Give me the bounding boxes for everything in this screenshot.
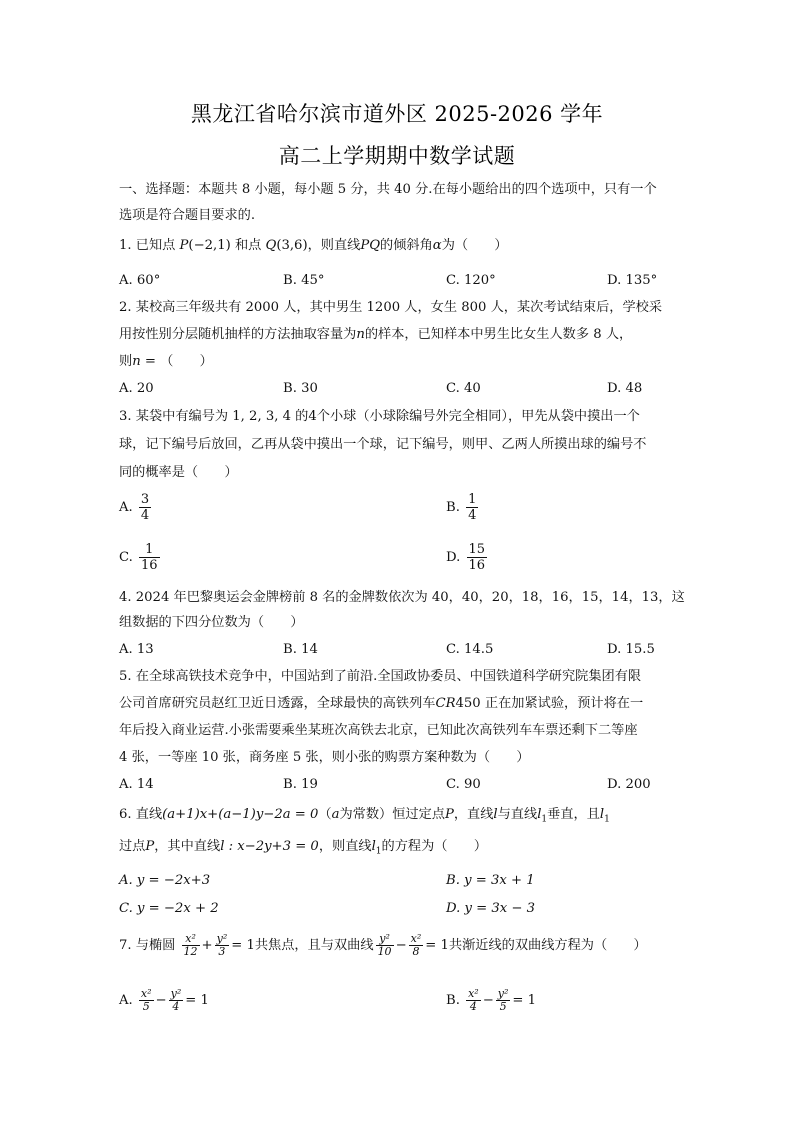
q2-var-n: n bbox=[356, 327, 365, 342]
q6-line-l1: l bbox=[537, 807, 542, 822]
q4-option-b: B. 14 bbox=[283, 642, 318, 657]
q7-ellipse-y-term bbox=[215, 933, 230, 958]
q6-option-c: C. y = −2x + 2 bbox=[119, 901, 219, 916]
q1-text-b: 和点 bbox=[234, 238, 262, 253]
q7-b-eq: = 1 bbox=[512, 993, 537, 1008]
q3-a-numerator: 3 bbox=[140, 492, 150, 507]
q6-line-equation: (a+1)x+(a−1)y−2a = 0 bbox=[162, 807, 319, 822]
q3-option-b-fraction bbox=[466, 492, 478, 523]
q2-line2-a: 用按性别分层随机抽样的方法抽取容量为 bbox=[119, 327, 357, 342]
q7-h2-den: 8 bbox=[412, 945, 420, 958]
exam-title-line1: 黑龙江省哈尔滨市道外区 2025-2026 学年 bbox=[190, 102, 604, 126]
q3-line3: 同的概率是（ ） bbox=[119, 465, 238, 480]
q7-b-y-den: 5 bbox=[499, 1000, 507, 1013]
q1-point-p: P bbox=[179, 238, 189, 253]
q6-l1-a: 6. 直线 bbox=[119, 807, 163, 822]
q5-option-d: D. 200 bbox=[607, 777, 651, 792]
q2-line2-b: 的样本，已知样本中男生比女生人数多 8 人， bbox=[364, 327, 633, 342]
q7-text-c: = 1共渐近线的双曲线方程为（ ） bbox=[425, 938, 647, 953]
q7-a-x-den: 5 bbox=[142, 1000, 150, 1013]
q7-h1-den: 10 bbox=[377, 945, 392, 958]
q4-line1: 4. 2024 年巴黎奥运会金牌榜前 8 名的金牌数依次为 40，40，20，18，16，15，14，13，这 bbox=[119, 590, 685, 605]
q5-option-a: A. 14 bbox=[119, 777, 154, 792]
q3-b-numerator: 1 bbox=[468, 492, 477, 507]
q7-b-y-num: y² bbox=[497, 987, 509, 1000]
q3-option-c-fraction bbox=[139, 542, 160, 573]
q1-option-b: B. 45° bbox=[283, 273, 325, 288]
q7-stem: 7. 与椭圆 $\frac{\text{x²}}{12}$ + $\frac{\text{y²}}{3}$ = 1共焦点，且与双曲线 $\frac{\text{y²}}{10}$ − $\frac{\text{x²}}{8}$ = 1共渐近线的双曲线方程为（ ） bbox=[119, 932, 647, 958]
q7-hyperbola-x-term bbox=[409, 933, 424, 958]
q7-hyperbola-y-term bbox=[376, 933, 394, 958]
q3-option-d-fraction bbox=[467, 542, 488, 573]
q7-ellipse-x-term bbox=[182, 933, 200, 958]
q6-l2-d: 的方程为（ ） bbox=[381, 839, 488, 854]
q7-text-b: = 1共焦点，且与双曲线 bbox=[231, 938, 374, 953]
q7-option-a-label: A. bbox=[119, 993, 133, 1008]
q3-option-c-label: C. bbox=[119, 550, 133, 565]
q6-line2 bbox=[119, 838, 487, 861]
q6-line-l1-c: l bbox=[371, 839, 376, 854]
q6-line-l1-b: l bbox=[599, 807, 605, 822]
q3-a-denominator: 4 bbox=[140, 508, 150, 523]
q6-point-p: P bbox=[444, 807, 454, 822]
q1-text-c: ，则直线 bbox=[307, 238, 361, 253]
exam-title-line2: 高二上学期期中数学试题 bbox=[278, 144, 516, 168]
q3-line2: 球，记下编号后放回，乙再从袋中摸出一个球，记下编号，则甲、乙两人所摸出球的编号不 bbox=[119, 437, 647, 452]
q7-a-y-term bbox=[169, 988, 184, 1013]
q6-l2-a: 过点 bbox=[119, 839, 146, 854]
q4-option-c: C. 14.5 bbox=[446, 642, 494, 657]
q6-l2-c: ，则直线 bbox=[318, 839, 372, 854]
q3-b-denominator: 4 bbox=[468, 508, 477, 523]
q1-alpha: α bbox=[432, 238, 442, 253]
q4-line2: 组数据的下四分位数为（ ） bbox=[119, 615, 304, 630]
q7-h1-num: y² bbox=[376, 933, 394, 946]
q6-l1-f: 与直线 bbox=[497, 807, 538, 822]
q7-e2-den: 3 bbox=[218, 945, 226, 958]
section-header-line1: 一、选择题：本题共 8 小题，每小题 5 分，共 40 分.在每小题给出的四个选项中，只有一个 bbox=[119, 182, 657, 197]
q3-option-a bbox=[119, 492, 153, 523]
q7-a-x-num: x² bbox=[140, 987, 152, 1000]
q6-line-l-equation: l : x−2y+3 = 0 bbox=[220, 839, 319, 854]
q3-c-denominator: 16 bbox=[141, 558, 158, 573]
q6-sub-1b: 1 bbox=[604, 814, 610, 825]
q3-option-c bbox=[119, 542, 162, 573]
q2-option-b: B. 30 bbox=[283, 381, 318, 396]
q6-var-a: a bbox=[331, 807, 340, 822]
q6-l1-b: （ bbox=[318, 807, 332, 822]
question-1-stem bbox=[119, 237, 508, 255]
q2-var-n-2: n bbox=[132, 354, 141, 369]
q7-option-a: A. $\frac{\text{x²}}{5}$ − $\frac{\text{y²}}{4}$ = 1 bbox=[119, 987, 209, 1013]
q7-b-x-term bbox=[466, 988, 481, 1013]
q6-point-p-2: P bbox=[145, 839, 155, 854]
q7-h2-num: x² bbox=[410, 932, 422, 945]
q1-option-d: D. 135° bbox=[607, 273, 658, 288]
q7-option-b-label: B. bbox=[446, 993, 460, 1008]
q3-d-denominator: 16 bbox=[468, 558, 486, 573]
q5-line2-a: 公司首席研究员赵红卫近日透露，全球最快的高铁列车 bbox=[119, 696, 436, 711]
q1-option-a: A. 60° bbox=[119, 273, 161, 288]
q3-line1: 3. 某袋中有编号为 1, 2, 3, 4 的4个小球（小球除编号外完全相同），甲先从袋中摸出一个 bbox=[119, 409, 640, 424]
q3-d-numerator: 15 bbox=[468, 542, 486, 557]
q3-option-b-label: B. bbox=[446, 500, 460, 515]
q6-l1-e: ，直线 bbox=[453, 807, 494, 822]
q2-option-a: A. 20 bbox=[119, 381, 154, 396]
q5-line2-b: 450 正在加紧试验，预计将在一 bbox=[455, 696, 644, 711]
q6-sub-1c: 1 bbox=[375, 846, 382, 857]
q3-option-d bbox=[446, 542, 489, 573]
q3-option-a-label: A. bbox=[119, 500, 133, 515]
q5-line1: 5. 在全球高铁技术竞争中，中国站到了前沿.全国政协委员、中国铁道科学研究院集团有限 bbox=[119, 669, 642, 684]
q2-line2 bbox=[119, 326, 632, 344]
q4-option-d: D. 15.5 bbox=[607, 642, 655, 657]
q7-b-x-den: 4 bbox=[469, 1000, 477, 1013]
q2-line3 bbox=[119, 353, 213, 371]
q7-option-b: B. $\frac{\text{x²}}{4}$ − $\frac{\text{y²}}{5}$ = 1 bbox=[446, 987, 537, 1013]
q3-option-a-fraction bbox=[139, 492, 151, 523]
q2-line1: 2. 某校高三年级共有 2000 人，其中男生 1200 人，女生 800 人，某次考试结束后，学校采 bbox=[119, 300, 663, 315]
q5-line2 bbox=[119, 695, 643, 713]
q6-option-a: A. y = −2x+3 bbox=[119, 873, 211, 888]
q3-option-d-label: D. bbox=[446, 550, 461, 565]
q7-text-a: 7. 与椭圆 bbox=[119, 938, 176, 953]
q6-sub-1: 1 bbox=[541, 814, 548, 825]
q6-l1-d: 为常数）恒过定点 bbox=[339, 807, 445, 822]
q1-option-c: C. 120° bbox=[446, 273, 496, 288]
q2-line3-a: 则 bbox=[119, 354, 133, 369]
q7-a-y-num: y² bbox=[170, 987, 182, 1000]
q5-train-model: CR bbox=[435, 696, 456, 711]
q3-option-b bbox=[446, 492, 480, 523]
q5-option-b: B. 19 bbox=[283, 777, 318, 792]
q6-l1-g: 垂直，且 bbox=[547, 807, 600, 822]
q3-c-numerator: 1 bbox=[139, 542, 160, 558]
q1-point-q-coords: (3,6) bbox=[276, 238, 308, 253]
q7-b-x-num: x² bbox=[468, 987, 479, 1000]
q7-b-y-term bbox=[496, 988, 511, 1013]
q7-a-eq: = 1 bbox=[185, 993, 209, 1008]
q1-point-p-coords: (−2,1) bbox=[188, 238, 231, 253]
q6-option-d: D. y = 3x − 3 bbox=[446, 901, 536, 916]
q5-line4: 4 张，一等座 10 张，商务座 5 张，则小张的购票方案种数为（ ） bbox=[119, 750, 530, 765]
q4-option-a: A. 13 bbox=[119, 642, 154, 657]
q7-a-y-den: 4 bbox=[172, 1000, 180, 1013]
q2-option-c: C. 40 bbox=[446, 381, 481, 396]
q1-text-a: 1. 已知点 bbox=[119, 238, 176, 253]
q6-l2-b: ，其中直线 bbox=[154, 839, 221, 854]
q5-option-c: C. 90 bbox=[446, 777, 481, 792]
q2-line3-b: = （ ） bbox=[140, 354, 213, 369]
q7-a-x-term bbox=[139, 988, 154, 1013]
q7-e1-num: x² bbox=[182, 933, 200, 946]
q2-option-d: D. 48 bbox=[607, 381, 643, 396]
q6-line-l: l bbox=[493, 807, 498, 822]
q6-option-b: B. y = 3x + 1 bbox=[446, 873, 535, 888]
q6-line1 bbox=[119, 806, 610, 829]
q1-text-d: 的倾斜角 bbox=[380, 238, 433, 253]
q1-text-e: 为（ ） bbox=[441, 238, 508, 253]
q1-line-pq: PQ bbox=[360, 238, 381, 253]
q7-e1-den: 12 bbox=[183, 945, 198, 958]
q1-point-q: Q bbox=[265, 238, 277, 253]
q7-e2-num: y² bbox=[216, 932, 228, 945]
q5-line3: 年后投入商业运营.小张需要乘坐某班次高铁去北京，已知此次高铁列车车票还剩下二等座 bbox=[119, 723, 638, 738]
section-header-line2: 选项是符合题目要求的. bbox=[119, 208, 256, 223]
